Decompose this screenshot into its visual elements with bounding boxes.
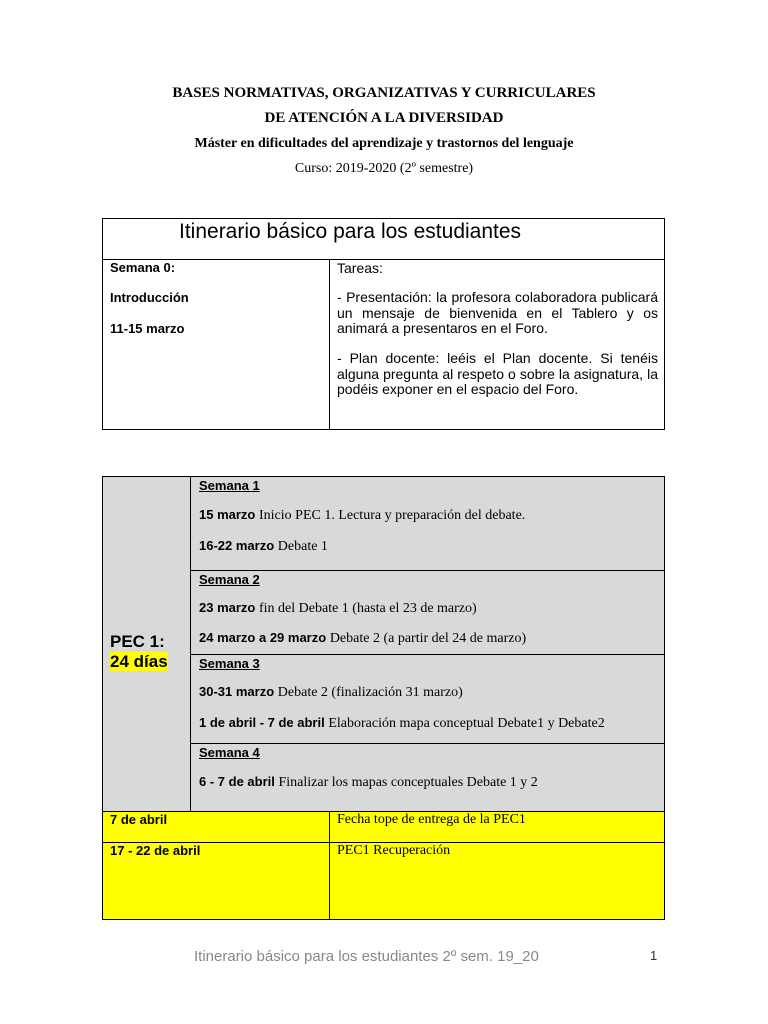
week-2-cell xyxy=(191,571,664,655)
week-4-title: Semana 4 xyxy=(199,745,260,760)
week-1-cell xyxy=(191,477,664,571)
deadline-date: 7 de abril xyxy=(110,812,168,827)
item-date: 23 marzo xyxy=(199,600,256,615)
week-3-item xyxy=(199,684,463,701)
page-footer: Itinerario básico para los estudiantes 2º sem. 19_20 xyxy=(194,948,539,965)
week-4-cell xyxy=(191,744,664,812)
week-2-item xyxy=(199,600,477,617)
item-text: Debate 2 (a partir del 24 de marzo) xyxy=(329,631,527,646)
item-text: Inicio PEC 1. Lectura y preparación del debate. xyxy=(259,508,526,523)
deadline-date-cell xyxy=(103,812,330,842)
pec1-days-highlight: 24 días xyxy=(110,652,168,671)
recovery-date-cell xyxy=(103,843,330,919)
tasks-label: Tareas: xyxy=(337,260,383,276)
deadline-text: Fecha tope de entrega de la PEC1 xyxy=(337,812,526,827)
doc-title-line-1: BASES NORMATIVAS, ORGANIZATIVAS Y CURRICULARES xyxy=(172,85,596,101)
item-date: 1 de abril - 7 de abril xyxy=(199,715,325,730)
item-text: Debate 1 xyxy=(277,539,328,554)
recovery-row xyxy=(103,843,664,919)
week-3-title: Semana 3 xyxy=(199,656,260,671)
item-text: Elaboración mapa conceptual Debate1 y Debate2 xyxy=(328,716,605,731)
pec1-schedule-table xyxy=(102,476,665,920)
pec1-days xyxy=(110,652,168,672)
week-4-item xyxy=(199,774,538,791)
recovery-date: 17 - 22 de abril xyxy=(110,843,201,858)
week-2-title: Semana 2 xyxy=(199,572,260,587)
table-title-row xyxy=(103,219,664,260)
item-date: 24 marzo a 29 marzo xyxy=(199,630,327,645)
doc-subtitle: Máster en dificultades del aprendizaje y trastornos del lenguaje xyxy=(194,136,574,151)
recovery-text-cell xyxy=(330,843,664,919)
item-date: 6 - 7 de abril xyxy=(199,774,275,789)
item-date: 16-22 marzo xyxy=(199,538,275,553)
task-plan-docente: - Plan docente: leéis el Plan docente. Si tenéis alguna pregunta al respeto o sobre la asignatura, la podéis exponer en el espacio del Foro. xyxy=(337,350,658,397)
week-2-item xyxy=(199,630,526,647)
week-1-title: Semana 1 xyxy=(199,478,260,493)
week-3-item xyxy=(199,715,605,732)
week0-dates: 11-15 marzo xyxy=(110,321,185,336)
week0-topic: Introducción xyxy=(110,290,189,305)
page-number: 1 xyxy=(650,948,658,963)
task-presentation: - Presentación: la profesora colaboradora publicará un mensaje de bienvenida en el Tablero y os animará a presentaros en el Foro. xyxy=(337,289,658,336)
week0-label: Semana 0: xyxy=(110,260,176,275)
deadline-text-cell xyxy=(330,812,664,842)
week-1-item xyxy=(199,507,525,524)
doc-title-line-2: DE ATENCIÓN A LA DIVERSIDAD xyxy=(264,110,504,126)
item-text: Finalizar los mapas conceptuales Debate 1 y 2 xyxy=(278,775,538,790)
doc-course: Curso: 2019-2020 (2º semestre) xyxy=(294,161,474,176)
recovery-text: PEC1 Recuperación xyxy=(337,843,451,858)
week0-cell xyxy=(103,260,330,429)
itinerary-intro-table xyxy=(102,218,665,430)
deadline-row xyxy=(103,812,664,843)
tasks-cell xyxy=(330,260,664,429)
week-3-cell xyxy=(191,655,664,744)
item-text: Debate 2 (finalización 31 marzo) xyxy=(277,685,463,700)
item-text: fin del Debate 1 (hasta el 23 de marzo) xyxy=(259,601,477,616)
pec1-cell xyxy=(103,477,191,812)
item-date: 30-31 marzo xyxy=(199,684,275,699)
item-date: 15 marzo xyxy=(199,507,256,522)
pec1-label xyxy=(110,632,168,672)
pec1-title: PEC 1: xyxy=(110,632,165,651)
table-title: Itinerario básico para los estudiantes xyxy=(179,220,522,243)
week-1-item xyxy=(199,538,328,555)
